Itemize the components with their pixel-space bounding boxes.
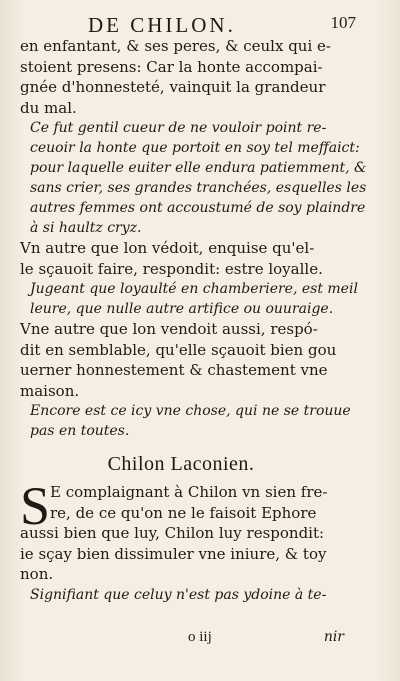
drop-cap: S [20,476,51,536]
text-line: en enfantant, & ses peres, & ceulx qui e- [20,37,331,55]
commentary-2 [20,279,358,319]
text-line: Ce fut gentil cueur de ne vouloir point re- [30,120,327,136]
text-line: ie sçay bien dissimuler vne iniure, & toy [20,544,327,563]
section-title: Chilon Laconien. [107,453,255,475]
text-line: stoient presens: Car la honte accompai- [20,57,323,76]
text-line: Vne autre que lon vendoit aussi, respó- [20,320,318,338]
text-line: dit en semblable, qu'elle sçauoit bien gou [20,340,337,359]
text-line: non. [20,565,54,583]
catchword: nir [323,629,344,645]
text-line: re, de ce qu'on ne le faisoit Ephore [50,503,317,522]
text-line: aussi bien que luy, Chilon luy respondit: [20,524,325,542]
text-line: du mal. [20,98,77,117]
page-footer [0,627,400,647]
text-line: pour laquelle euiter elle endura patiemment, & [30,160,367,176]
text-line: sans crier, ses grandes tranchées, esquelles les [30,180,367,196]
commentary-1 [20,118,367,238]
text-line: Jugeant que loyaulté en chamberiere, est meil [30,281,358,297]
text-line: le sçauoit faire, respondit: estre loyalle. [20,259,323,278]
commentary-3 [20,401,351,441]
page-header [20,8,356,37]
paragraph-1 [20,36,342,118]
signature-mark: o iij [188,629,212,645]
text-line: Signifiant que celuy n'est pas ydoine à te- [30,586,327,603]
text-line: ceuoir la honte que portoit en soy tel meffaict: [30,140,360,156]
text-line: Vn autre que lon védoit, enquise qu'el- [20,239,315,257]
text-line: à si haultz cryz. [30,220,142,236]
text-line: uerner honnestement & chastement vne [20,361,328,379]
text-line: maison. [20,381,80,400]
text-line: Encore est ce icy vne chose, qui ne se trouue [30,403,351,419]
running-head: DE CHILON. [88,13,236,37]
text-line: gnée d'honnesteté, vainquit la grandeur [20,78,326,96]
text-line: pas en toutes. [30,423,130,439]
text-line: autres femmes ont accoustumé de soy plaindre [30,200,366,216]
section-paragraph [20,523,342,585]
page-number: 107 [330,13,356,32]
commentary-4 [20,585,342,605]
paragraph-2 [20,238,342,279]
text-line: leure, que nulle autre artifice ou ouuraige. [30,301,334,317]
paragraph-3 [20,319,342,401]
text-line: E complaignant à Chilon vn sien fre- [50,483,328,501]
